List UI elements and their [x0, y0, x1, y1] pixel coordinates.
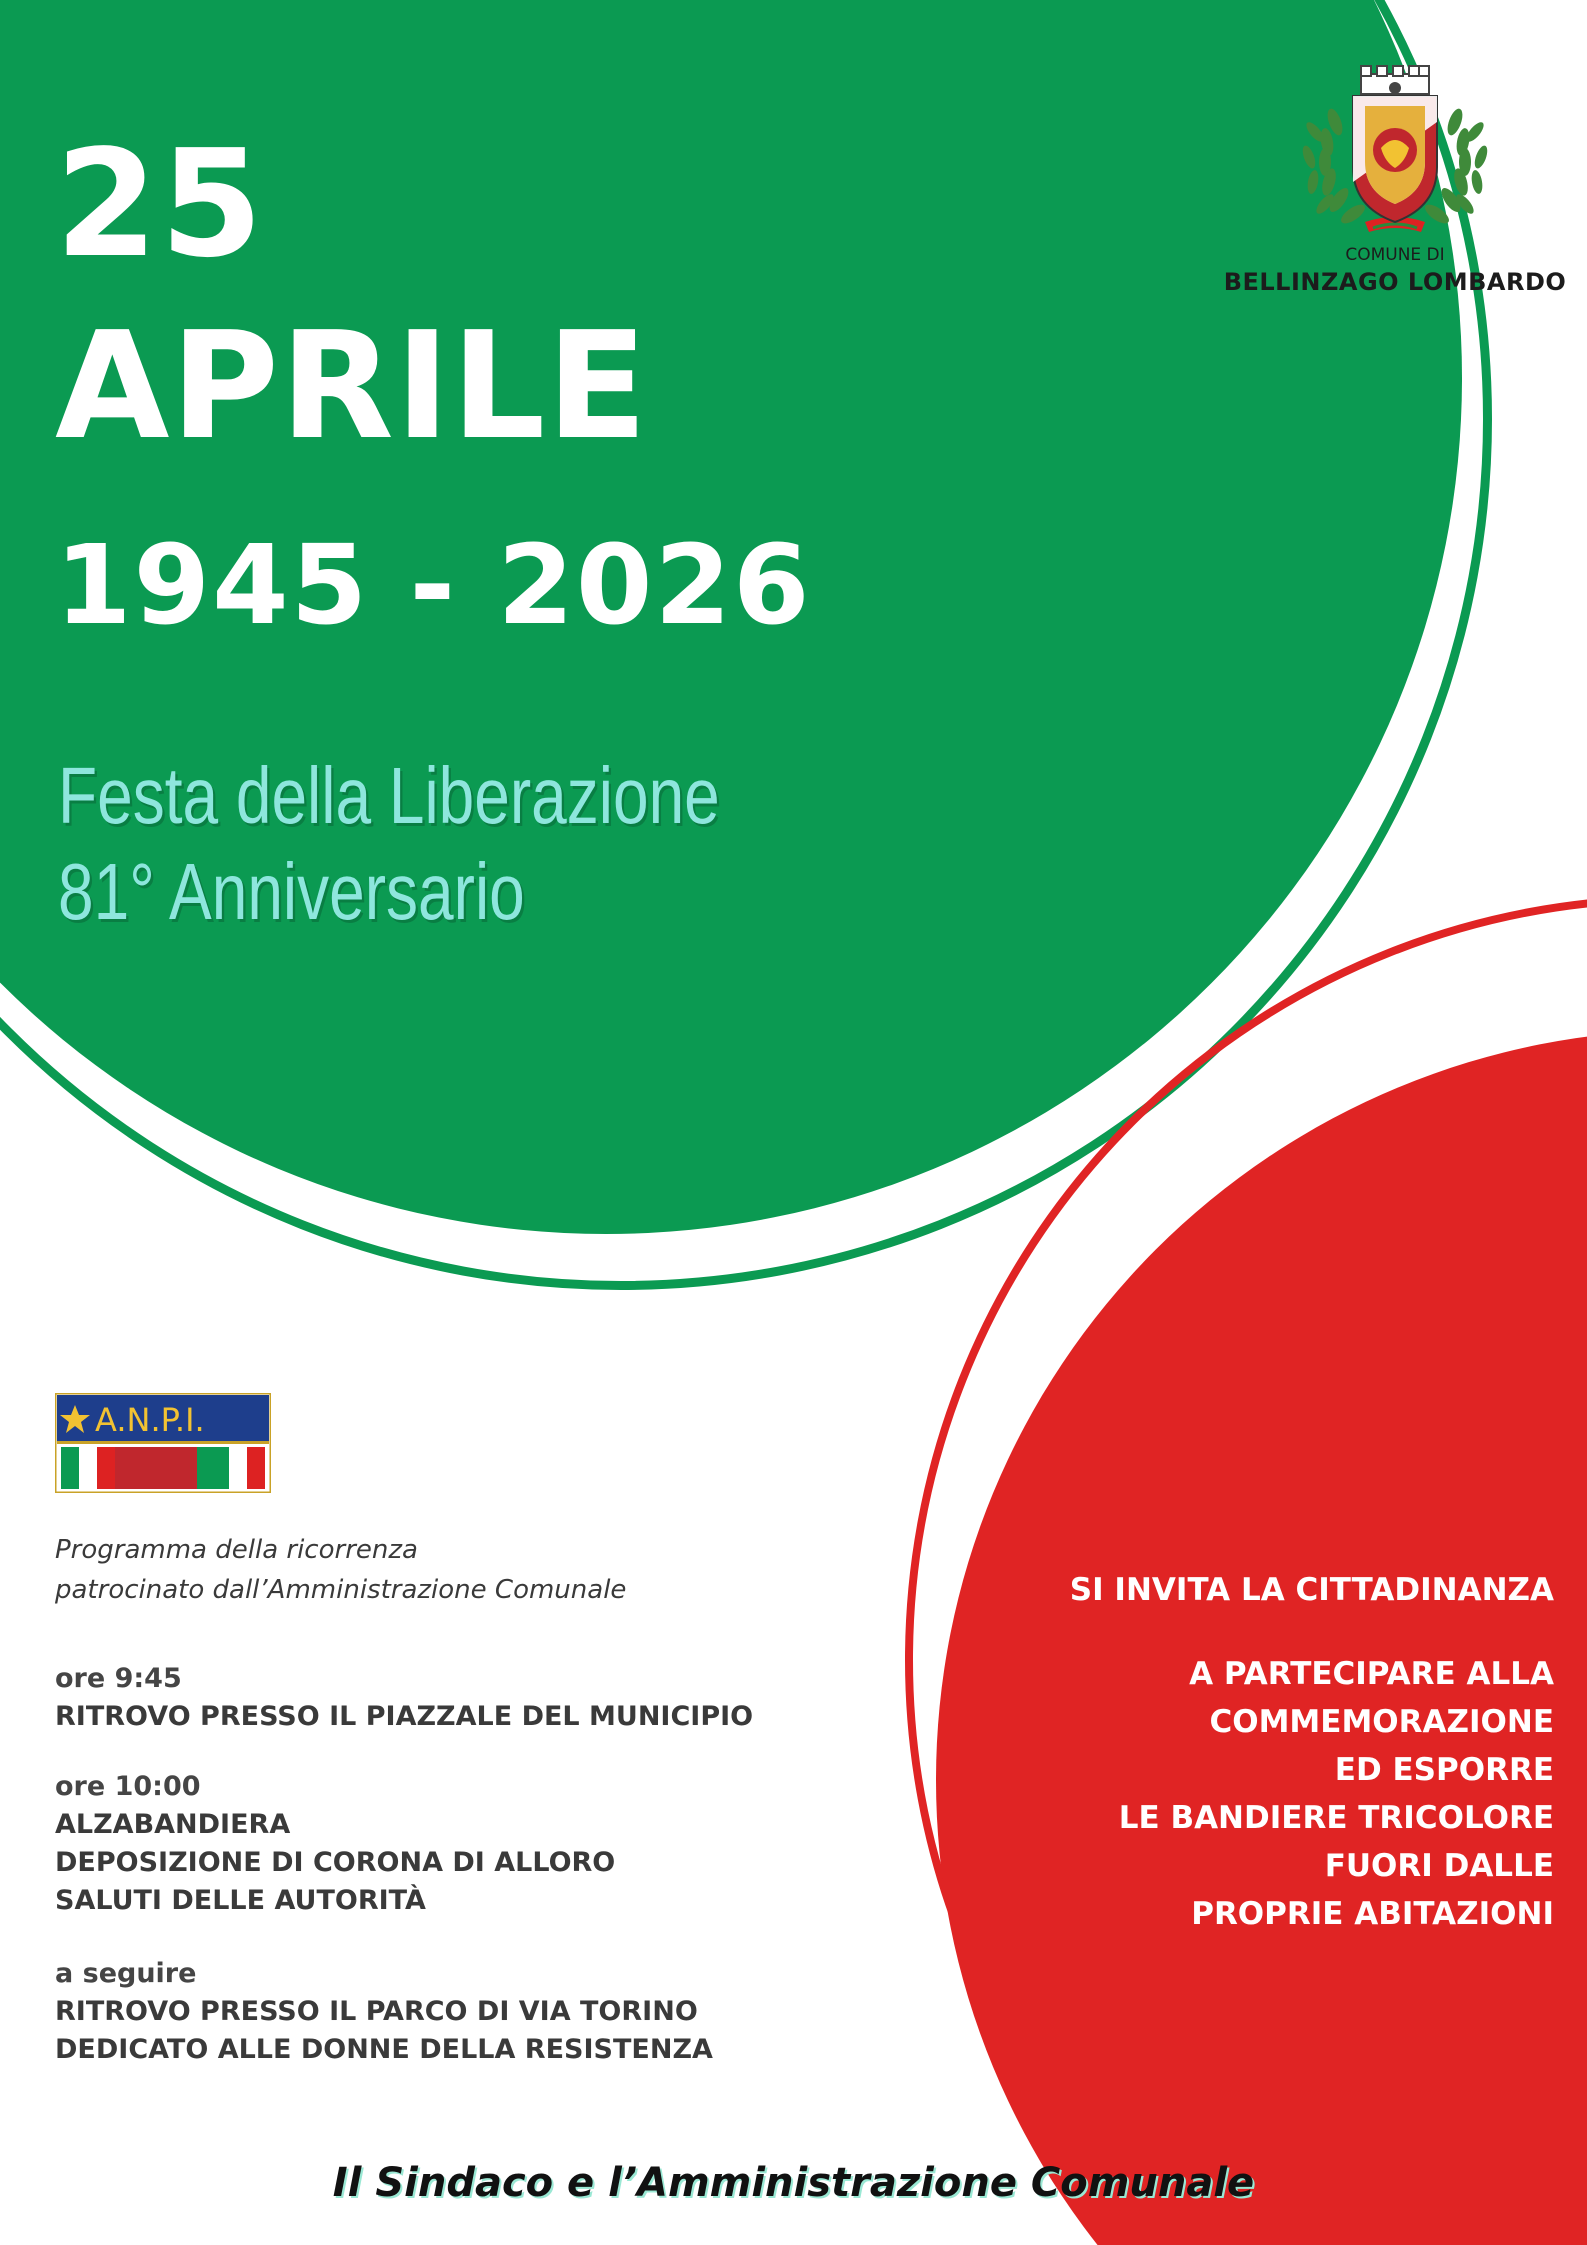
program-intro: [55, 1530, 626, 1610]
program-intro-line-2: patrocinato dall’Amministrazione Comunale: [55, 1575, 627, 1605]
subtitle-line-2: 81° Anniversario: [58, 847, 525, 936]
municipality-name: BELLINZAGO LOMBARDO: [1223, 268, 1567, 296]
anpi-logo: [55, 1393, 271, 1493]
schedule-activity: RITROVO PRESSO IL PIAZZALE DEL MUNICIPIO: [55, 1701, 754, 1732]
invitation-line: COMMEMORAZIONE: [1209, 1704, 1554, 1740]
invitation-line: PROPRIE ABITAZIONI: [1191, 1896, 1554, 1932]
hero-month: APRILE: [55, 300, 649, 472]
invitation-heading: SI INVITA LA CITTADINANZA: [1069, 1572, 1554, 1608]
coat-of-arms-logo: [1295, 62, 1495, 252]
schedule-item: [55, 1660, 753, 1736]
shield-icon: [1353, 96, 1437, 222]
tricolor-flags-icon: [61, 1447, 265, 1489]
schedule-item: [55, 1768, 615, 1920]
invitation-line: LE BANDIERE TRICOLORE: [1118, 1800, 1554, 1836]
subtitle-line-1: Festa della Liberazione: [58, 751, 720, 840]
schedule-time: ore 10:00: [55, 1771, 201, 1802]
anpi-label: A.N.P.I.: [95, 1401, 205, 1439]
program-intro-line-1: Programma della ricorrenza: [55, 1535, 418, 1565]
schedule-activity: DEPOSIZIONE DI CORONA DI ALLORO: [55, 1847, 616, 1878]
subtitle: [58, 748, 720, 940]
schedule-time: ore 9:45: [55, 1663, 182, 1694]
invitation-line: ED ESPORRE: [1334, 1752, 1554, 1788]
footer-signature: Il Sindaco e l’Amministrazione Comunale: [332, 2160, 1255, 2206]
schedule-activity: RITROVO PRESSO IL PARCO DI VIA TORINO: [55, 1996, 698, 2027]
crown-icon: [1361, 66, 1429, 94]
schedule-time: a seguire: [55, 1958, 197, 1989]
schedule-item: [55, 1955, 713, 2069]
invitation-line: A PARTECIPARE ALLA: [1189, 1656, 1554, 1692]
municipality-caption-small: COMUNE DI: [1345, 245, 1445, 265]
hero-day: 25: [55, 118, 265, 290]
hero-years: 1945 - 2026: [55, 521, 812, 649]
schedule-activity: DEDICATO ALLE DONNE DELLA RESISTENZA: [55, 2034, 713, 2065]
invitation-line: FUORI DALLE: [1324, 1848, 1554, 1884]
schedule-activity: ALZABANDIERA: [55, 1809, 291, 1840]
schedule-activity: SALUTI DELLE AUTORITÀ: [55, 1885, 426, 1916]
invitation: [1070, 1570, 1554, 1938]
